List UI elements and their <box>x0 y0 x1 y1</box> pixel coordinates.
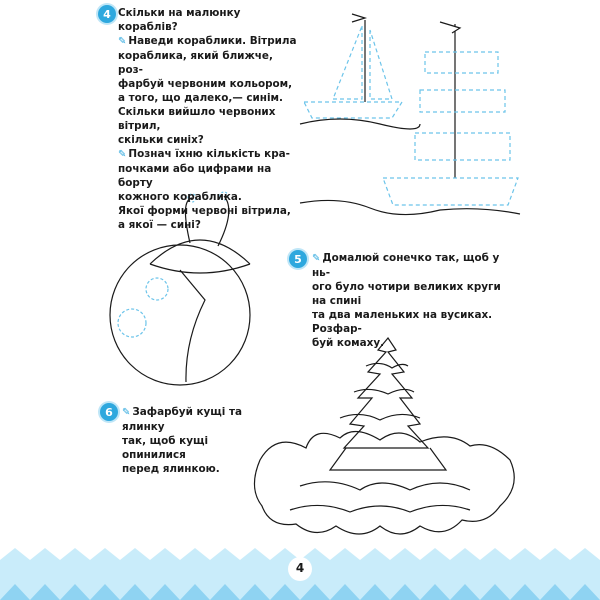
task-6-line-3: перед ялинкою. <box>122 463 220 475</box>
task-4-question: Скільки на малюнку кораблів? <box>118 7 241 33</box>
pencil-icon: ✎ <box>118 36 127 47</box>
task-number-badge-5: 5 <box>289 250 307 268</box>
task-4-text <box>118 6 300 232</box>
task-4-line-5: Скільки вийшло червоних вітрил, <box>118 106 276 132</box>
task-5-line-4: буй комаху. <box>312 337 385 349</box>
task-number-badge-6: 6 <box>100 403 118 421</box>
pencil-icon: ✎ <box>312 253 321 264</box>
task-5-line-1: ✎ Домалюй сонечко так, щоб у нь- <box>312 252 500 279</box>
task-number-badge-4: 4 <box>98 5 116 23</box>
task-4-line-11: а якої — сині? <box>118 219 201 231</box>
task-4-line-3: фарбуй червоним кольором, <box>118 78 293 90</box>
far-boat-drawing <box>300 14 420 129</box>
task-4-line-2: кораблика, який ближче, роз- <box>118 50 273 76</box>
tree-and-bushes-drawing <box>254 338 514 534</box>
task-5-text <box>312 251 508 350</box>
task-4-line-6: скільки синіх? <box>118 134 204 146</box>
task-4-line-10: Якої форми червоні вітрила, <box>118 205 291 217</box>
task-5-line-3: та два маленьких на вусиках. Розфар- <box>312 309 493 335</box>
page-number: 4 <box>295 561 305 575</box>
pencil-icon: ✎ <box>118 149 127 160</box>
task-6-text <box>122 405 264 476</box>
task-6-line-1: ✎ Зафарбуй кущі та ялинку <box>122 406 242 433</box>
task-5-line-2: ого було чотири великих круги на спині <box>312 281 501 307</box>
task-6-line-2: так, щоб кущі опинилися <box>122 435 209 461</box>
task-4-line-1: ✎ Наведи кораблики. Вітрила <box>118 35 297 47</box>
task-4-line-8: почками або цифрами на борту <box>118 163 272 189</box>
task-4-line-4: а того, що далеко,— синім. <box>118 92 283 104</box>
task-4-line-9: кожного кораблика. <box>118 191 242 203</box>
task-4-line-7: ✎ Познач їхню кількість кра- <box>118 148 290 160</box>
pencil-icon: ✎ <box>122 407 131 418</box>
